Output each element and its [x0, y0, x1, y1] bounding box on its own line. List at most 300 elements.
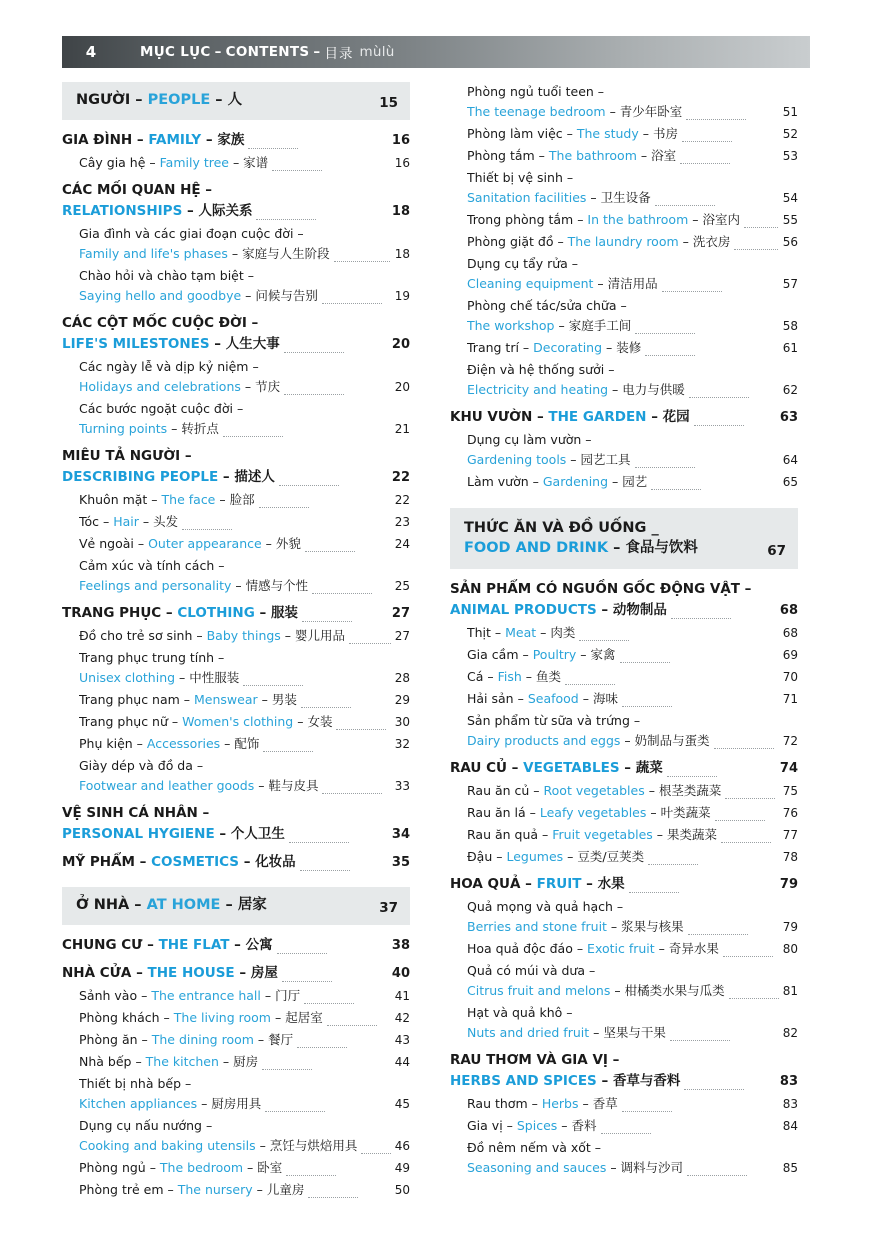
toc-entry-line-1 [467, 254, 798, 274]
toc-entry-vi: MỸ PHẨM [62, 854, 135, 870]
toc-entry-page: 23 [391, 512, 410, 532]
toc-entry[interactable] [450, 1050, 798, 1092]
toc-entry-en: Hair [113, 514, 139, 529]
toc-leader-dots [629, 883, 679, 893]
toc-entry-separator: – [586, 190, 601, 205]
toc-entry-page: 16 [388, 130, 410, 151]
food-banner-dash-1: _ [651, 520, 659, 536]
toc-leader-dots [670, 1031, 730, 1041]
left-column [62, 82, 410, 1202]
toc-entry[interactable] [450, 667, 798, 687]
toc-entry[interactable] [450, 1138, 798, 1178]
toc-entry[interactable] [62, 626, 410, 646]
toc-entry[interactable] [62, 1074, 410, 1114]
toc-entry-separator: – [527, 1096, 542, 1111]
toc-entry-separator: – [490, 625, 506, 640]
toc-entry-page: 78 [779, 847, 798, 867]
toc-entry-zh: 起居室 [285, 1010, 323, 1025]
toc-entry[interactable] [62, 963, 410, 984]
toc-entry-line [79, 1052, 410, 1072]
toc-entry[interactable] [450, 232, 798, 252]
toc-entry-line-2 [79, 668, 410, 688]
toc-entry[interactable] [450, 338, 798, 358]
toc-entry-vi: Phòng khách [79, 1010, 160, 1025]
toc-entry[interactable] [450, 82, 798, 122]
toc-entry-vi: Hoa quả độc đáo [467, 941, 573, 956]
toc-entry-zh: 情感与个性 [245, 578, 309, 593]
toc-entry-zh: 描述人 [234, 469, 275, 485]
toc-entry-vi: CHUNG CƯ [62, 937, 143, 953]
toc-leader-dots [327, 1016, 377, 1026]
toc-entry[interactable] [450, 360, 798, 400]
toc-entry-zh: 园艺工具 [580, 452, 631, 467]
toc-entry[interactable] [450, 124, 798, 144]
toc-leader-dots [715, 811, 765, 821]
toc-entry-vi: TRANG PHỤC [62, 605, 162, 621]
toc-entry-separator: – [608, 382, 623, 397]
food-banner-en: FOOD AND DRINK [464, 540, 609, 556]
toc-entry[interactable] [62, 534, 410, 554]
toc-entry[interactable] [62, 1116, 410, 1156]
toc-entry-en: FAMILY [148, 132, 202, 148]
toc-entry-page: 32 [391, 734, 410, 754]
toc-entry-separator-2: – [254, 605, 271, 621]
toc-entry-page: 76 [779, 803, 798, 823]
toc-entry-en: Herbs [541, 1096, 579, 1111]
toc-entry[interactable] [62, 803, 410, 845]
toc-leader-dots [680, 154, 730, 164]
toc-entry[interactable] [450, 210, 798, 230]
toc-entry-vi: Hạt và quả khô – [467, 1005, 573, 1020]
toc-entry[interactable] [62, 399, 410, 439]
toc-leader-dots [723, 947, 773, 957]
toc-entry-separator: – [589, 1025, 604, 1040]
toc-entry-zh: 海味 [592, 691, 618, 706]
banner-en: PEOPLE [147, 92, 211, 108]
toc-entry-en: Feelings and personality [79, 578, 232, 593]
toc-entry-en: The laundry room [567, 234, 679, 249]
toc-entry[interactable] [62, 648, 410, 688]
toc-entry-page: 28 [391, 668, 410, 688]
toc-entry-en: Seafood [527, 691, 579, 706]
section-banner-athome[interactable] [62, 887, 410, 925]
toc-entry-page: 79 [776, 874, 798, 895]
toc-entry[interactable] [450, 407, 798, 428]
toc-entry-separator-2: – [201, 132, 218, 148]
toc-entry-zh: 烹饪与烘焙用具 [269, 1138, 358, 1153]
banner2-vi: Ở NHÀ [76, 897, 130, 913]
toc-entry[interactable] [62, 1158, 410, 1178]
toc-entry[interactable] [62, 266, 410, 306]
toc-entry[interactable] [450, 961, 798, 1001]
toc-entry-page: 56 [779, 232, 798, 252]
toc-leader-dots [689, 388, 749, 398]
toc-entry[interactable] [62, 130, 410, 151]
toc-entry[interactable] [62, 490, 410, 510]
toc-entry-line-1 [467, 430, 798, 450]
toc-entry[interactable] [62, 313, 410, 355]
toc-entry-line [467, 124, 798, 144]
toc-entry[interactable] [450, 939, 798, 959]
toc-entry-page: 80 [779, 939, 798, 959]
toc-entry-page: 79 [779, 917, 798, 937]
toc-entry[interactable] [450, 430, 798, 470]
toc-entry-separator: – [132, 736, 147, 751]
toc-entry-line-1 [79, 357, 410, 377]
toc-entry-line-2 [467, 450, 798, 470]
toc-entry-separator-2: – [138, 514, 154, 529]
toc-entry[interactable] [450, 1116, 798, 1136]
toc-entry-separator-2: – [578, 691, 593, 706]
toc-entry[interactable] [62, 734, 410, 754]
toc-entry-page: 77 [779, 825, 798, 845]
toc-entry[interactable] [450, 897, 798, 937]
toc-entry-vi: Đồ nêm nếm và xốt – [467, 1140, 602, 1155]
toc-entry-line-1 [79, 556, 410, 576]
toc-entry-separator: – [145, 1160, 160, 1175]
toc-entry-zh: 外貌 [275, 536, 301, 551]
toc-leader-dots [282, 972, 332, 982]
toc-entry-en: Decorating [533, 340, 603, 355]
toc-leader-dots [256, 210, 316, 220]
toc-entry-page: 50 [391, 1180, 410, 1200]
toc-entry-separator-2: – [220, 736, 235, 751]
toc-entry-zh: 动物制品 [612, 602, 667, 618]
toc-entry-en: Fruit vegetables [552, 827, 653, 842]
toc-entry-vi: Nhà bếp [79, 1054, 132, 1069]
toc-entry-vi: Rau ăn củ [467, 783, 530, 798]
toc-entry-vi: Cây gia hệ [79, 155, 146, 170]
toc-entry-separator: – [192, 628, 207, 643]
toc-entry[interactable] [450, 254, 798, 294]
toc-entry-page: 74 [776, 758, 798, 779]
toc-entry-vi: Đậu [467, 849, 493, 864]
toc-entry-en: The dining room [151, 1032, 254, 1047]
section-banner-people[interactable] [62, 82, 410, 120]
toc-entry-separator: – [137, 1032, 152, 1047]
toc-entry-page: 34 [388, 824, 410, 845]
toc-entry[interactable] [450, 825, 798, 845]
toc-entry-page: 81 [779, 981, 798, 1001]
toc-leader-dots [182, 520, 232, 530]
toc-entry-vi: HOA QUẢ [450, 876, 521, 892]
toc-entry[interactable] [450, 1094, 798, 1114]
toc-entry-line-1 [62, 313, 410, 334]
toc-entry-line-2 [467, 917, 798, 937]
toc-entry[interactable] [450, 781, 798, 801]
toc-entry-vi: Phòng làm việc [467, 126, 563, 141]
toc-leader-dots [579, 631, 629, 641]
toc-entry-separator: – [593, 276, 608, 291]
toc-entry-separator: – [254, 778, 269, 793]
toc-entry-zh: 餐厅 [268, 1032, 294, 1047]
toc-entry[interactable] [62, 690, 410, 710]
toc-entry-en: Berries and stone fruit [467, 919, 607, 934]
toc-entry-line-1 [79, 224, 410, 244]
toc-entry-line-2 [79, 1094, 410, 1114]
toc-entry-separator: – [182, 203, 199, 219]
toc-entry-line-2 [79, 776, 410, 796]
toc-entry-zh: 豆类/豆荚类 [577, 849, 645, 864]
toc-entry-en: The study [576, 126, 639, 141]
toc-leader-dots [305, 542, 355, 552]
toc-entry-line [79, 490, 410, 510]
toc-entry-vi: Giày dép và đồ da – [79, 758, 204, 773]
toc-entry-zh: 卫生设备 [600, 190, 651, 205]
toc-entry[interactable] [62, 1030, 410, 1050]
toc-entry-vi: Dụng cụ tẩy rửa – [467, 256, 579, 271]
toc-entry-zh: 洗衣房 [692, 234, 731, 249]
toc-entry-separator-2: – [688, 212, 703, 227]
toc-entry-line [467, 825, 798, 845]
section-banner-athome-text [76, 896, 398, 915]
toc-leader-dots [263, 742, 313, 752]
toc-entry-separator: – [255, 1138, 270, 1153]
toc-entry[interactable] [450, 296, 798, 336]
toc-entry-line-1 [467, 168, 798, 188]
toc-entry-separator: – [159, 1010, 174, 1025]
toc-entry-line-1 [62, 446, 410, 467]
toc-entry-line [79, 1180, 410, 1200]
toc-entry-page: 53 [779, 146, 798, 166]
toc-entry-en: The kitchen [145, 1054, 219, 1069]
toc-entry-zh: 奇异水果 [668, 941, 719, 956]
toc-entry-line-1 [79, 1074, 410, 1094]
toc-leader-dots [622, 1102, 672, 1112]
toc-entry-zh: 人际关系 [198, 203, 253, 219]
toc-leader-dots [682, 132, 732, 142]
toc-entry-page: 20 [391, 377, 410, 397]
toc-leader-dots [304, 994, 354, 1004]
toc-leader-dots [601, 1124, 651, 1134]
toc-entry-en: Women's clothing [182, 714, 294, 729]
toc-entry-en: Cleaning equipment [467, 276, 594, 291]
toc-entry-separator: – [518, 340, 534, 355]
toc-entry[interactable] [62, 986, 410, 1006]
toc-entry-line [62, 130, 410, 151]
toc-entry-page: 30 [391, 712, 410, 732]
toc-leader-dots [279, 476, 339, 486]
toc-entry[interactable] [450, 472, 798, 492]
toc-entry-vi: Sảnh vào [79, 988, 138, 1003]
toc-entry-vi: Cảm xúc và tính cách – [79, 558, 225, 573]
toc-entry[interactable] [62, 556, 410, 596]
toc-entry-zh: 脸部 [229, 492, 255, 507]
toc-entry-vi: Trang trí [467, 340, 519, 355]
toc-entry[interactable] [62, 153, 410, 173]
toc-entry[interactable] [450, 623, 798, 643]
toc-entry-page: 42 [391, 1008, 410, 1028]
toc-entry[interactable] [62, 1180, 410, 1200]
toc-entry-separator: – [492, 849, 507, 864]
toc-entry-zh: 装修 [616, 340, 642, 355]
toc-entry[interactable] [62, 357, 410, 397]
toc-entry-separator: – [145, 155, 160, 170]
toc-entry-page: 16 [391, 153, 410, 173]
toc-entry-line [450, 407, 798, 428]
toc-entry-separator-2: – [280, 628, 296, 643]
toc-leader-dots [289, 833, 349, 843]
toc-entry-zh: 儿童房 [266, 1182, 305, 1197]
toc-entry[interactable] [450, 803, 798, 823]
toc-entry-zh: 头发 [153, 514, 179, 529]
toc-entry-line [79, 712, 410, 732]
toc-entry-separator: – [525, 805, 540, 820]
toc-entry[interactable] [62, 180, 410, 222]
toc-entry-separator: – [538, 827, 553, 842]
toc-entry-line [62, 935, 410, 956]
toc-entry[interactable] [62, 756, 410, 796]
toc-entry-zh: 根茎类蔬菜 [658, 783, 722, 798]
toc-entry-en: VEGETABLES [523, 760, 620, 776]
right-column [450, 82, 798, 1180]
section-banner-food[interactable] [450, 508, 798, 569]
toc-entry-line-2 [62, 824, 410, 845]
toc-entry-page: 41 [391, 986, 410, 1006]
toc-entry-separator: – [133, 536, 149, 551]
toc-entry[interactable] [62, 1052, 410, 1072]
food-banner-zh: 食品与饮料 [625, 540, 698, 556]
section-banner-food-page: 67 [767, 543, 786, 559]
toc-entry[interactable] [62, 935, 410, 956]
toc-entry-page: 35 [388, 852, 410, 873]
toc-entry-separator: – [134, 854, 152, 870]
toc-entry-page: 57 [779, 274, 798, 294]
toc-entry-separator: – [167, 714, 183, 729]
toc-leader-dots [223, 427, 283, 437]
toc-entry-line [467, 803, 798, 823]
toc-entry-en: Kitchen appliances [79, 1096, 198, 1111]
toc-entry-vi: Rau thơm [467, 1096, 528, 1111]
toc-entry-page: 27 [391, 626, 410, 646]
toc-entry-vi: Quả mọng và quả hạch – [467, 899, 624, 914]
toc-entry-page: 24 [391, 534, 410, 554]
toc-entry[interactable] [450, 1003, 798, 1043]
toc-entry-en: Family and life's phases [79, 246, 228, 261]
toc-entry-separator: – [520, 876, 537, 892]
toc-entry-zh: 人生大事 [225, 336, 280, 352]
toc-entry-page: 82 [779, 1023, 798, 1043]
toc-entry-en: THE HOUSE [147, 965, 235, 981]
toc-entry-page: 54 [779, 188, 798, 208]
toc-entry-line-2 [79, 1136, 410, 1156]
toc-entry-vi: Các ngày lễ và dịp kỷ niệm – [79, 359, 259, 374]
toc-entry-separator-2: – [619, 760, 636, 776]
toc-entry[interactable] [62, 446, 410, 488]
toc-entry-en: Poultry [532, 647, 577, 662]
toc-entry-separator-2: – [608, 474, 623, 489]
toc-entry[interactable] [62, 603, 410, 624]
toc-entry-vi: Phòng tắm [467, 148, 535, 163]
toc-entry-en: LIFE'S MILESTONES [62, 336, 210, 352]
toc-entry-line-1 [450, 1050, 798, 1071]
toc-entry-line-2 [467, 1158, 798, 1178]
toc-entry-line-1 [79, 756, 410, 776]
toc-entry[interactable] [450, 758, 798, 779]
toc-entry-separator-2: – [228, 155, 244, 170]
toc-entry-line [467, 1116, 798, 1136]
toc-entry-line-2 [467, 188, 798, 208]
toc-entry-en: Turning points [79, 421, 168, 436]
food-banner-dash-2: – [613, 540, 621, 556]
toc-entry-line-2 [450, 600, 798, 621]
toc-entry[interactable] [62, 224, 410, 264]
toc-entry[interactable] [450, 645, 798, 665]
toc-entry-zh: 香草 [592, 1096, 618, 1111]
toc-entry-separator: – [231, 578, 246, 593]
toc-entry-page: 72 [779, 731, 798, 751]
toc-entry[interactable] [450, 711, 798, 751]
toc-entry-en: Root vegetables [543, 783, 645, 798]
toc-entry-line [79, 986, 410, 1006]
toc-entry-vi: Rau ăn lá [467, 805, 526, 820]
toc-entry-en: Gardening tools [467, 452, 567, 467]
toc-entry-en: Dairy products and eggs [467, 733, 621, 748]
toc-entry-page: 18 [388, 201, 410, 222]
banner2-dash-2: – [225, 897, 233, 913]
toc-entry-line-2 [79, 419, 410, 439]
toc-entry-zh: 问候与告别 [255, 288, 318, 303]
toc-entry-page: 64 [779, 450, 798, 470]
toc-entry-separator-2: – [243, 1160, 258, 1175]
toc-entry-en: The teenage bedroom [467, 104, 606, 119]
toc-entry[interactable] [62, 512, 410, 532]
toc-leader-dots [667, 767, 717, 777]
toc-entry-line-1 [79, 1116, 410, 1136]
toc-entry-page: 55 [779, 210, 798, 230]
toc-entry[interactable] [62, 852, 410, 873]
toc-entry-separator-2: – [652, 827, 668, 842]
toc-entry[interactable] [450, 847, 798, 867]
toc-entry-en: Footwear and leather goods [79, 778, 255, 793]
toc-entry-en: COSMETICS [151, 854, 240, 870]
toc-entry-page: 65 [779, 472, 798, 492]
toc-entry-zh: 配饰 [234, 736, 260, 751]
toc-entry[interactable] [450, 168, 798, 208]
toc-entry-en: Cooking and baking utensils [79, 1138, 256, 1153]
toc-entry[interactable] [450, 579, 798, 621]
toc-leader-dots [302, 612, 352, 622]
toc-leader-dots [687, 1166, 747, 1176]
toc-entry[interactable] [450, 146, 798, 166]
toc-leader-dots [671, 609, 731, 619]
toc-entry-line-2 [79, 244, 410, 264]
toc-entry-line [62, 603, 410, 624]
toc-entry-line [450, 874, 798, 895]
toc-entry-line [467, 146, 798, 166]
banner2-en: AT HOME [146, 897, 221, 913]
toc-entry-separator-2: – [602, 340, 617, 355]
toc-entry-line-2 [467, 731, 798, 751]
toc-entry-line [467, 781, 798, 801]
toc-entry-line-2 [62, 334, 410, 355]
toc-entry[interactable] [450, 689, 798, 709]
toc-entry-line [467, 472, 798, 492]
toc-entry-en: FRUIT [536, 876, 582, 892]
toc-entry-separator: – [573, 212, 588, 227]
header-title-vi: MỤC LỤC [140, 44, 211, 60]
toc-entry[interactable] [62, 1008, 410, 1028]
toc-entry-separator-2: – [234, 965, 251, 981]
toc-entry[interactable] [62, 712, 410, 732]
toc-entry-zh: 果类蔬菜 [667, 827, 718, 842]
toc-entry-separator-2: – [646, 805, 661, 820]
toc-entry[interactable] [450, 874, 798, 895]
toc-leader-dots [259, 498, 309, 508]
toc-entry-separator: – [483, 669, 498, 684]
toc-entry-vi: Rau ăn quả [467, 827, 539, 842]
toc-entry-en: Family tree [159, 155, 229, 170]
